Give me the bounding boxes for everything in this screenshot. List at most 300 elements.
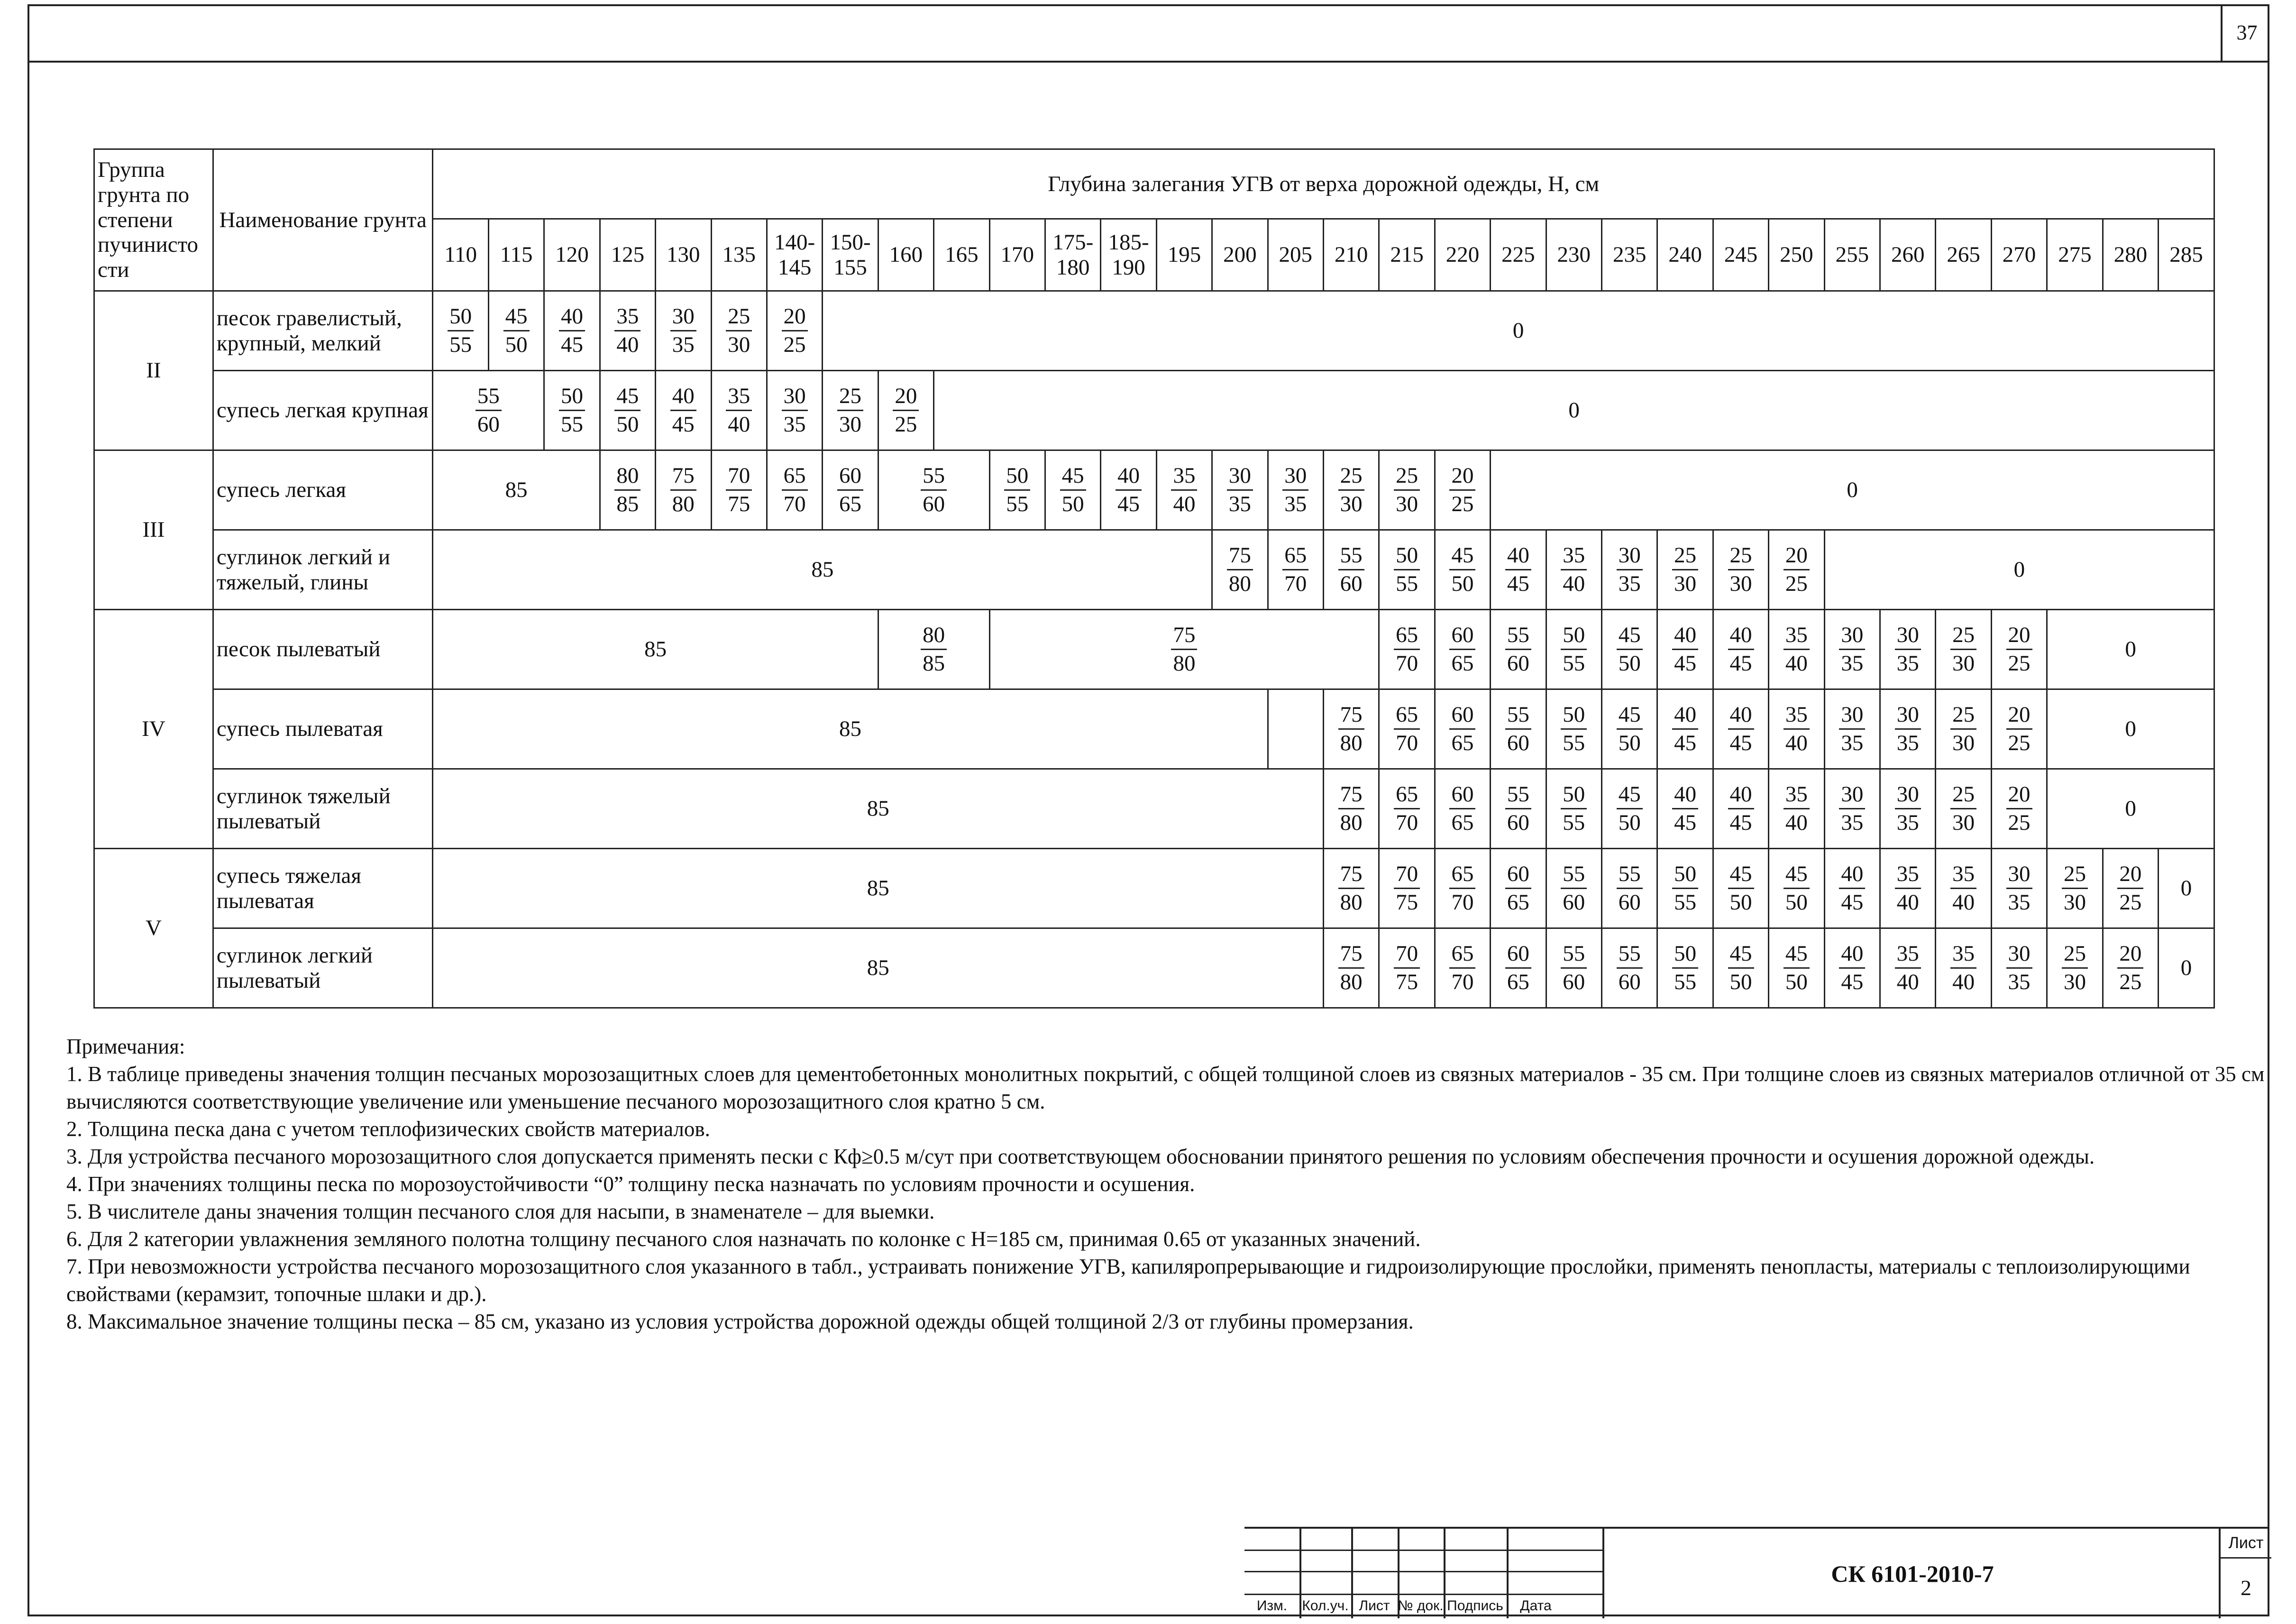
soil-name: суглинок легкий и тяжелый, глины (213, 530, 433, 610)
numerator-fill: 45 (1784, 940, 1810, 969)
numerator-fill: 40 (1839, 861, 1865, 889)
value-cell (433, 610, 878, 689)
numerator-fill: 40 (1672, 622, 1698, 650)
numerator-fill: 50 (1004, 462, 1030, 491)
numerator-fill: 55 (1561, 940, 1587, 969)
numerator-fill: 30 (1227, 462, 1253, 491)
denominator-cut: 25 (783, 332, 806, 357)
denominator-cut: 50 (1729, 970, 1752, 994)
fraction (1394, 542, 1420, 598)
value-cell (2047, 689, 2214, 769)
value-cell (1991, 689, 2047, 769)
fraction (1784, 940, 1810, 996)
numerator-fill: 45 (1728, 940, 1754, 969)
denominator-cut: 50 (1451, 571, 1474, 596)
numerator-fill: 20 (1449, 462, 1475, 491)
value-cell (600, 450, 655, 530)
denominator-cut: 65 (1451, 651, 1474, 676)
single-value: 85 (505, 477, 528, 503)
denominator-cut: 75 (728, 492, 750, 516)
soil-name: супесь пылеватая (213, 689, 433, 769)
value-cell (1824, 689, 1880, 769)
value-cell (2103, 849, 2158, 928)
depth-header: 205 (1268, 219, 1323, 291)
numerator-fill: 25 (2062, 940, 2088, 969)
depth-header: 235 (1602, 219, 1657, 291)
value-cell (1491, 450, 2214, 530)
fraction (1617, 542, 1643, 598)
denominator-cut: 70 (1396, 731, 1418, 755)
denominator-cut: 55 (449, 332, 472, 357)
value-cell (1824, 610, 1880, 689)
note-item: 4. При значениях толщины песка по морозоустойчивости “0” толщину песка назначать по условиям прочности и осушения. (66, 1172, 1195, 1196)
fraction (1950, 781, 1976, 837)
note-item: 7. При невозможности устройства песчаного морозозащитного слоя указанного в табл., устраивать понижение УГВ, капиляропрерывающие и гидроизолирующие прослойки, применять пенопласты, материалы с теплоизолирующими свойствами (керамзит, топочные шлаки и др.). (66, 1255, 2190, 1306)
denominator-cut: 30 (1952, 651, 1975, 676)
fraction (1784, 781, 1810, 837)
value-cell (1491, 610, 1546, 689)
denominator-cut: 40 (1785, 810, 1808, 835)
sheet-box (2219, 1529, 2271, 1618)
value-cell (433, 849, 1324, 928)
title-block (1244, 1527, 2269, 1618)
value-cell (1491, 769, 1546, 849)
numerator-fill: 55 (1338, 542, 1364, 570)
fraction (670, 383, 696, 439)
denominator-cut: 55 (1006, 492, 1029, 516)
numerator-fill: 30 (1895, 622, 1921, 650)
fraction (1449, 462, 1475, 518)
header-group: Группа грунта по степени пучинисто сти (94, 149, 213, 291)
fraction (1895, 622, 1921, 678)
soil-name: суглинок легкий пылеватый (213, 928, 433, 1008)
stamp-label: Лист (1359, 1598, 1390, 1614)
denominator-cut: 30 (1952, 810, 1975, 835)
numerator-fill: 30 (1617, 542, 1643, 570)
fraction (1672, 940, 1698, 996)
value-cell (2047, 769, 2214, 849)
single-value: 0 (2125, 637, 2136, 662)
fraction (1728, 781, 1754, 837)
note-item: 3. Для устройства песчаного морозозащитного слоя допускается применять пески с Кф≥0.5 м/сут при соответствующем обосновании принятого решения по условиям обеспечения прочности и осушения дорожной одежды. (66, 1145, 2095, 1168)
value-cell (1880, 769, 1936, 849)
value-cell (1657, 530, 1713, 610)
numerator-fill: 45 (503, 303, 530, 331)
numerator-fill: 40 (559, 303, 585, 331)
value-cell (823, 450, 878, 530)
denominator-cut: 50 (1785, 970, 1808, 994)
depth-header: 185-190 (1101, 219, 1156, 291)
numerator-fill: 35 (1950, 861, 1976, 889)
value-cell (1602, 769, 1657, 849)
group-label: V (94, 849, 213, 1008)
denominator-cut: 60 (1507, 810, 1529, 835)
value-cell (1713, 689, 1768, 769)
denominator-cut: 30 (1729, 571, 1752, 596)
value-cell (1769, 769, 1824, 849)
numerator-fill: 50 (1672, 940, 1698, 969)
fraction (1839, 781, 1865, 837)
fraction (782, 303, 808, 359)
numerator-fill: 40 (1728, 622, 1754, 650)
numerator-fill: 25 (837, 383, 863, 411)
numerator-fill: 40 (1505, 542, 1531, 570)
depth-header: 270 (1991, 219, 2047, 291)
depth-header: 275 (2047, 219, 2103, 291)
depth-header: 260 (1880, 219, 1936, 291)
denominator-cut: 60 (1563, 890, 1585, 915)
value-cell (1491, 928, 1546, 1008)
fraction (1338, 940, 1364, 996)
note-item: 1. В таблице приведены значения толщин песчаных морозозащитных слоев для цементобетонных монолитных покрытий, с общей толщиной слоев из связных материалов - 35 см. При толщине слоев из связных материалов отличной от 35 см вычисляются соответствующие увеличение или уменьшение песчаного морозозащитного слоя кратно 5 см. (66, 1062, 2265, 1113)
value-cell (1769, 610, 1824, 689)
single-value: 0 (2125, 796, 2136, 821)
numerator-fill: 45 (1617, 622, 1643, 650)
numerator-fill: 40 (1728, 781, 1754, 809)
numerator-fill: 30 (782, 383, 808, 411)
fraction (1394, 462, 1420, 518)
fraction (1895, 861, 1921, 917)
value-cell (1824, 928, 1880, 1008)
value-cell (1657, 849, 1713, 928)
fraction (1338, 462, 1364, 518)
depth-header: 240 (1657, 219, 1713, 291)
fraction (1561, 542, 1587, 598)
value-cell (1713, 769, 1768, 849)
fraction (1338, 542, 1364, 598)
single-value: 85 (811, 557, 834, 582)
fraction (1227, 542, 1253, 598)
denominator-cut: 80 (1173, 651, 1196, 676)
depth-header: 230 (1546, 219, 1601, 291)
denominator-cut: 45 (672, 412, 695, 437)
numerator-fill: 45 (614, 383, 640, 411)
denominator-cut: 35 (1841, 731, 1864, 755)
fraction (2006, 701, 2032, 757)
value-cell (1323, 928, 1379, 1008)
fraction (1617, 781, 1643, 837)
fraction (1505, 861, 1531, 917)
numerator-fill: 45 (1449, 542, 1475, 570)
table-row (94, 689, 2214, 769)
single-value: 85 (839, 716, 862, 742)
value-cell (1880, 849, 1936, 928)
value-cell (2047, 849, 2103, 928)
fraction (1449, 940, 1475, 996)
value-cell (1212, 450, 1268, 530)
numerator-fill: 55 (1505, 701, 1531, 730)
value-cell (1435, 530, 1490, 610)
numerator-fill: 50 (1561, 622, 1587, 650)
denominator-cut: 55 (1674, 890, 1697, 915)
fraction (2006, 622, 2032, 678)
denominator-cut: 55 (1563, 731, 1585, 755)
value-cell (544, 291, 600, 371)
note-item: 6. Для 2 категории увлажнения земляного полотна толщину песчаного слоя назначать по колонке с Н=185 см, принимая 0.65 от указанных значений. (66, 1227, 1421, 1251)
group-label: III (94, 450, 213, 610)
value-cell (711, 371, 767, 450)
fraction (1784, 622, 1810, 678)
numerator-fill: 30 (1839, 622, 1865, 650)
single-value: 0 (2013, 557, 2025, 582)
fraction (1672, 701, 1698, 757)
fraction (1338, 781, 1364, 837)
numerator-fill: 75 (1338, 701, 1364, 730)
table-row (94, 291, 2214, 371)
value-cell (1491, 849, 1546, 928)
value-cell (433, 689, 1268, 769)
value-cell (1546, 530, 1601, 610)
numerator-fill: 75 (1338, 781, 1364, 809)
stamp-label: Изм. (1256, 1598, 1288, 1614)
fraction (921, 462, 947, 518)
denominator-cut: 45 (1729, 810, 1752, 835)
value-cell (433, 371, 544, 450)
denominator-cut: 50 (1618, 731, 1641, 755)
denominator-cut: 40 (1952, 890, 1975, 915)
numerator-fill: 60 (1505, 940, 1531, 969)
depth-header: 115 (488, 219, 544, 291)
fraction (2006, 861, 2032, 917)
fraction (476, 383, 502, 439)
numerator-fill: 70 (726, 462, 752, 491)
value-cell (1435, 689, 1490, 769)
numerator-fill: 30 (1282, 462, 1308, 491)
value-cell (1602, 530, 1657, 610)
fraction (1449, 701, 1475, 757)
value-cell (711, 450, 767, 530)
sheet-number: 2 (2241, 1576, 2251, 1600)
fraction (1394, 622, 1420, 678)
numerator-fill: 40 (1672, 781, 1698, 809)
denominator-cut: 80 (1340, 731, 1363, 755)
numerator-fill: 20 (2117, 940, 2143, 969)
numerator-fill: 50 (448, 303, 474, 331)
value-cell (488, 291, 544, 371)
value-cell (433, 291, 488, 371)
denominator-cut: 40 (1173, 492, 1196, 516)
fraction (1394, 940, 1420, 996)
fraction (1895, 701, 1921, 757)
numerator-fill: 45 (1060, 462, 1086, 491)
numerator-fill: 50 (559, 383, 585, 411)
fraction (1282, 462, 1308, 518)
fraction (1950, 622, 1976, 678)
value-cell (1880, 689, 1936, 769)
denominator-cut: 70 (1396, 651, 1418, 676)
numerator-fill: 65 (1394, 701, 1420, 730)
fraction (1505, 542, 1531, 598)
denominator-cut: 85 (616, 492, 639, 516)
fraction (726, 462, 752, 518)
denominator-cut: 35 (1618, 571, 1641, 596)
fraction (1784, 861, 1810, 917)
denominator-cut: 80 (1228, 571, 1251, 596)
value-cell (1713, 849, 1768, 928)
depth-header: 265 (1936, 219, 1991, 291)
group-label: II (94, 291, 213, 450)
numerator-fill: 40 (1672, 701, 1698, 730)
single-value: 0 (2180, 876, 2192, 901)
denominator-cut: 40 (616, 332, 639, 357)
value-cell (1657, 928, 1713, 1008)
value-cell (600, 291, 655, 371)
denominator-cut: 40 (1785, 651, 1808, 676)
value-cell (1435, 450, 1490, 530)
fraction (1449, 622, 1475, 678)
numerator-fill: 65 (1394, 781, 1420, 809)
numerator-fill: 50 (1672, 861, 1698, 889)
numerator-fill: 55 (1561, 861, 1587, 889)
depth-header: 130 (656, 219, 711, 291)
depth-header: 170 (989, 219, 1045, 291)
numerator-fill: 35 (1171, 462, 1197, 491)
header-depth: Глубина залегания УГВ от верха дорожной одежды, Н, см (433, 149, 2214, 219)
soil-name: супесь легкая крупная (213, 371, 433, 450)
value-cell (656, 450, 711, 530)
value-cell (1435, 849, 1490, 928)
table-row (94, 928, 2214, 1008)
numerator-fill: 65 (1282, 542, 1308, 570)
value-cell (433, 928, 1324, 1008)
numerator-fill: 35 (1950, 940, 1976, 969)
fraction (1338, 701, 1364, 757)
soil-name: суглинок тяжелый пылеватый (213, 769, 433, 849)
denominator-cut: 35 (1841, 810, 1864, 835)
denominator-cut: 30 (1340, 492, 1363, 516)
value-cell (433, 769, 1324, 849)
single-value: 85 (867, 955, 889, 981)
denominator-cut: 35 (1896, 731, 1919, 755)
depth-header: 140-145 (767, 219, 822, 291)
numerator-fill: 75 (1338, 940, 1364, 969)
fraction (1394, 701, 1420, 757)
fraction (2006, 781, 2032, 837)
fraction (1060, 462, 1086, 518)
denominator-cut: 45 (1729, 651, 1752, 676)
value-cell (1936, 689, 1991, 769)
numerator-fill: 25 (1950, 701, 1976, 730)
value-cell (1491, 530, 1546, 610)
denominator-cut: 85 (923, 651, 945, 676)
denominator-cut: 60 (923, 492, 945, 516)
denominator-cut: 45 (1117, 492, 1140, 516)
stamp-label: № док. (1398, 1598, 1444, 1614)
value-cell (1268, 689, 1323, 769)
fraction (726, 303, 752, 359)
value-cell (1491, 689, 1546, 769)
value-cell (878, 450, 989, 530)
grid-line (1244, 1550, 1602, 1551)
fraction (1672, 542, 1698, 598)
single-value: 85 (867, 796, 889, 821)
numerator-fill: 50 (1561, 781, 1587, 809)
value-cell (2159, 928, 2214, 1008)
numerator-fill: 35 (1895, 940, 1921, 969)
value-cell (1379, 928, 1435, 1008)
fraction (1394, 861, 1420, 917)
denominator-cut: 65 (1507, 970, 1529, 994)
denominator-cut: 25 (2119, 970, 2142, 994)
value-cell (1546, 928, 1601, 1008)
denominator-cut: 55 (560, 412, 583, 437)
value-cell (433, 530, 1212, 610)
numerator-fill: 75 (1338, 861, 1364, 889)
fraction (1950, 940, 1976, 996)
value-cell (1936, 928, 1991, 1008)
denominator-cut: 60 (1507, 651, 1529, 676)
value-cell (823, 371, 878, 450)
numerator-fill: 20 (2006, 701, 2032, 730)
denominator-cut: 65 (1507, 890, 1529, 915)
numerator-fill: 60 (1449, 781, 1475, 809)
fraction (1227, 462, 1253, 518)
fraction (1839, 701, 1865, 757)
numerator-fill: 60 (1449, 701, 1475, 730)
denominator-cut: 65 (1451, 731, 1474, 755)
fraction (1672, 861, 1698, 917)
value-cell (2047, 610, 2214, 689)
fraction (1728, 622, 1754, 678)
denominator-cut: 45 (1674, 651, 1697, 676)
fraction (1505, 622, 1531, 678)
depth-header: 200 (1212, 219, 1268, 291)
denominator-cut: 30 (1952, 731, 1975, 755)
numerator-fill: 45 (1784, 861, 1810, 889)
numerator-fill: 25 (1728, 542, 1754, 570)
denominator-cut: 70 (1451, 970, 1474, 994)
depth-header: 160 (878, 219, 933, 291)
numerator-fill: 60 (1449, 622, 1475, 650)
value-cell (1546, 689, 1601, 769)
single-value: 0 (1847, 477, 1858, 503)
denominator-cut: 80 (1340, 810, 1363, 835)
value-cell (1323, 689, 1379, 769)
numerator-fill: 60 (1505, 861, 1531, 889)
numerator-fill: 65 (782, 462, 808, 491)
fraction (1171, 462, 1197, 518)
numerator-fill: 30 (2006, 940, 2032, 969)
value-cell (600, 371, 655, 450)
fraction (1784, 542, 1810, 598)
fraction (2117, 940, 2143, 996)
fraction (782, 462, 808, 518)
denominator-cut: 50 (1061, 492, 1084, 516)
fraction (1839, 940, 1865, 996)
numerator-fill: 75 (1171, 622, 1197, 650)
depth-header: 135 (711, 219, 767, 291)
value-cell (1323, 849, 1379, 928)
numerator-fill: 45 (1728, 861, 1754, 889)
page-number: 37 (2221, 4, 2271, 61)
value-cell (1713, 610, 1768, 689)
value-cell (767, 291, 822, 371)
denominator-cut: 45 (1841, 970, 1864, 994)
denominator-cut: 30 (839, 412, 862, 437)
denominator-cut: 40 (1896, 970, 1919, 994)
value-cell (1713, 928, 1768, 1008)
fraction (448, 303, 474, 359)
fraction (1728, 940, 1754, 996)
denominator-cut: 55 (1563, 651, 1585, 676)
value-cell (1657, 769, 1713, 849)
denominator-cut: 25 (2119, 890, 2142, 915)
denominator-cut: 80 (672, 492, 695, 516)
denominator-cut: 60 (1563, 970, 1585, 994)
value-cell (1713, 530, 1768, 610)
numerator-fill: 30 (1895, 781, 1921, 809)
fraction (837, 383, 863, 439)
